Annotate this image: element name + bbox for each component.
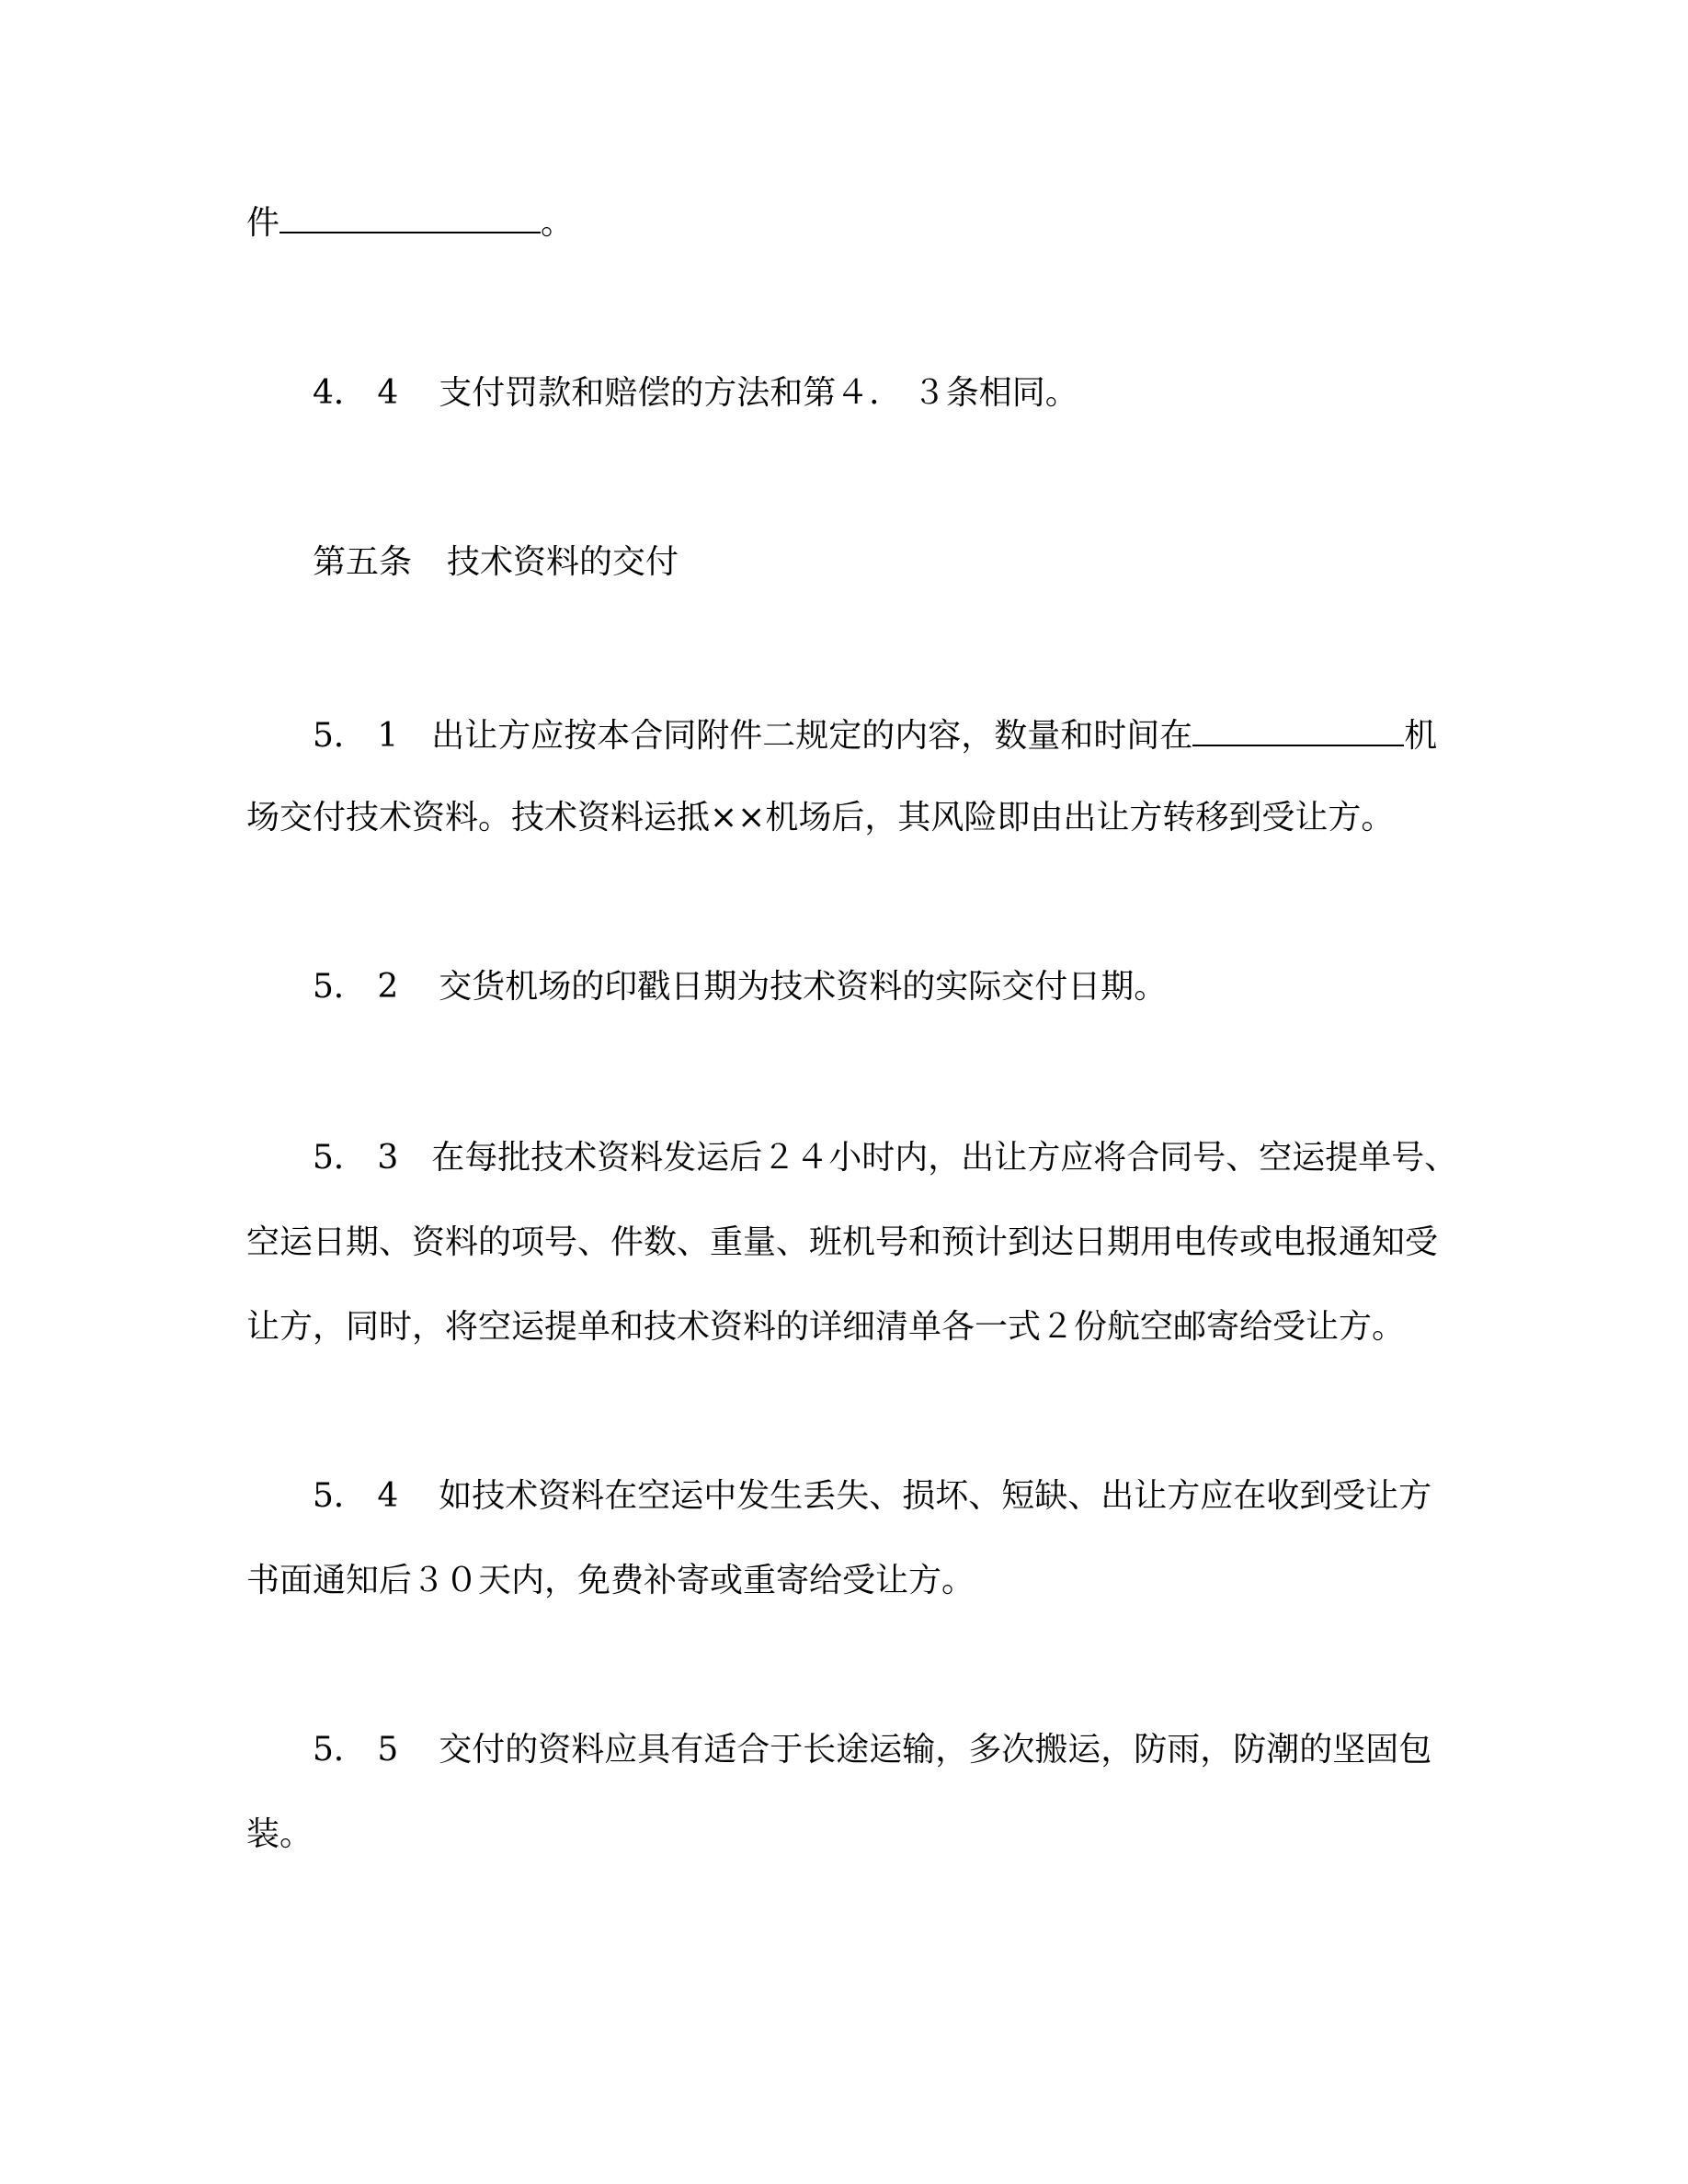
clause-text: 如技术资料在空运中发生丢失、损坏、短缺、出让方应在收到受让方 (439, 1477, 1432, 1515)
clause-5-4-line-2 (246, 1559, 1442, 1603)
clause-5-1 (313, 711, 1508, 756)
clause-5-3-line-2 (246, 1221, 1442, 1265)
airport-fill-in-blank (1192, 711, 1404, 746)
clause-4-4 (313, 371, 1508, 415)
clause-text: 交付的资料应具有适合于长途运输，多次搬运，防雨，防潮的坚固包 (439, 1731, 1432, 1769)
clause-5-5 (313, 1728, 1508, 1772)
clause-text: 交货机场的印戳日期为技术资料的实际交付日期。 (439, 968, 1168, 1006)
clause-5-4 (313, 1474, 1508, 1519)
clause-text: 空运日期、资料的项号、件数、重量、班机号和预计到达日期用电传或电报通知受 (246, 1223, 1439, 1261)
clause-text: 书面通知后３０天内，免费补寄或重寄给受让方。 (246, 1562, 975, 1599)
continuation-prefix: 件 (246, 204, 280, 242)
continuation-suffix: 。 (541, 204, 575, 242)
paragraph-continuation (246, 199, 1442, 243)
clause-5-5-line-2 (246, 1813, 1442, 1857)
clause-text: 出让方应按本合同附件二规定的内容，数量和时间在 (431, 717, 1193, 755)
clause-number: 5． 4 (313, 1477, 399, 1515)
clause-number: 5． 2 (313, 968, 399, 1006)
clause-number: 5． 1 (313, 717, 399, 755)
clause-number: 4． 4 (313, 374, 399, 412)
clause-text: 支付罚款和赔偿的方法和第４． ３条相同。 (439, 374, 1078, 412)
clause-text: 让方，同时，将空运提单和技术资料的详细清单各一式２份航空邮寄给受让方。 (246, 1308, 1406, 1346)
clause-number: 5． 5 (313, 1731, 399, 1769)
clause-5-2 (313, 965, 1508, 1009)
article-title: 技术资料的交付 (447, 543, 679, 581)
clause-text: 装。 (246, 1815, 314, 1853)
clause-5-3 (313, 1136, 1508, 1180)
article-5-heading (313, 540, 1508, 585)
article-number: 第五条 (313, 543, 413, 581)
clause-5-3-line-3 (246, 1305, 1442, 1349)
fill-in-blank (279, 199, 541, 233)
clause-text: 在每批技术资料发运后２４小时内，出让方应将合同号、空运提单号、 (431, 1139, 1458, 1177)
clause-5-1-line-2 (246, 796, 1442, 840)
clause-text-end: 机 (1404, 717, 1438, 755)
clause-number: 5． 3 (313, 1139, 399, 1177)
clause-text: 场交付技术资料。技术资料运抵××机场后，其风险即由出让方转移到受让方。 (246, 799, 1395, 836)
